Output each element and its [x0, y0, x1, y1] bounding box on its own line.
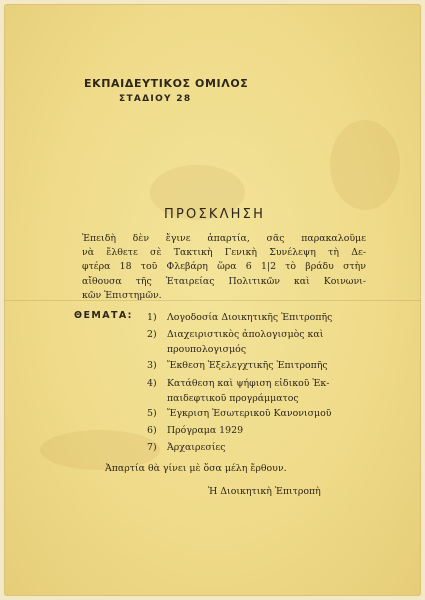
agenda-item-text	[167, 424, 243, 439]
agenda-item-text	[167, 311, 332, 326]
agenda-item-number: 5)	[147, 408, 157, 419]
agenda-item-number: 4)	[147, 378, 157, 389]
agenda-item-number: 2)	[147, 329, 157, 340]
agenda-label: ΘΕΜΑΤΑ:	[74, 310, 133, 321]
signature: Ἡ Διοικητικὴ Ἐπιτροπὴ	[208, 486, 321, 497]
agenda-item-line: Κατάθεση καὶ ψήφιση εἰδικοῦ Ἐκ-	[167, 378, 330, 389]
agenda-item-line: Διαχειριστικὸς ἀπολογισμὸς καὶ	[167, 329, 324, 340]
agenda-item-text	[167, 377, 329, 406]
agenda-item-text	[167, 407, 331, 422]
agenda-item-line: προυπολογισμός	[167, 343, 247, 355]
agenda-item-number: 1)	[147, 312, 157, 323]
agenda-item-text	[167, 441, 226, 456]
paragraph-line: Ἐπειδὴ δὲν ἔγινε ἀπαρτία, σᾶς παρακαλοῦμε	[82, 233, 366, 244]
paragraph-line: αἴθουσα τῆς Ἑταιρείας Πολιτικῶν καὶ Κοινωνι-	[82, 275, 366, 287]
organization-name: ΕΚΠΑΙΔΕΥΤΙΚΟΣ ΟΜΙΛΟΣ	[84, 77, 249, 90]
agenda-item-number: 3)	[147, 360, 157, 371]
agenda-item-line: Λογοδοσία Διοικητικῆς Ἐπιτροπῆς	[167, 312, 333, 323]
agenda-item-line: Ἀρχαιρεσίες	[167, 442, 226, 453]
paragraph-line: φτέρα 18 τοῦ Φλεβάρη ὥρα 6 1|2 τὸ βράδυ στὴν	[82, 261, 366, 273]
agenda-item-line: παιδεφτικοῦ προγράμματος	[167, 392, 299, 404]
agenda-item-line: Πρόγραμα 1929	[167, 425, 244, 436]
paper-stain	[330, 120, 400, 210]
invitation-paragraph	[82, 232, 366, 303]
agenda-item-line: Ἔγκριση Ἐσωτερικοῦ Κανονισμοῦ	[167, 408, 332, 419]
agenda-item-number: 7)	[147, 442, 157, 453]
closing-note: Ἀπαρτία θὰ γίνει μὲ ὅσα μέλη ἔρθουν.	[105, 463, 287, 474]
organization-address: ΣΤΑΔΙΟΥ 28	[119, 94, 192, 104]
paragraph-line: κῶν Ἐπιστημῶν.	[82, 289, 162, 301]
document-title: ΠΡΟΣΚΛΗΣΗ	[164, 207, 266, 222]
agenda-item-text	[167, 359, 328, 374]
paragraph-line: νὰ ἔλθετε σὲ Τακτικὴ Γενικὴ Συνέλεψη τὴ Δε-	[82, 247, 366, 259]
agenda-item-text	[167, 328, 323, 357]
agenda-item-number: 6)	[147, 425, 157, 436]
agenda-item-line: Ἔκθεση Ἐξελεγχτικῆς Ἐπιτροπῆς	[167, 360, 328, 371]
